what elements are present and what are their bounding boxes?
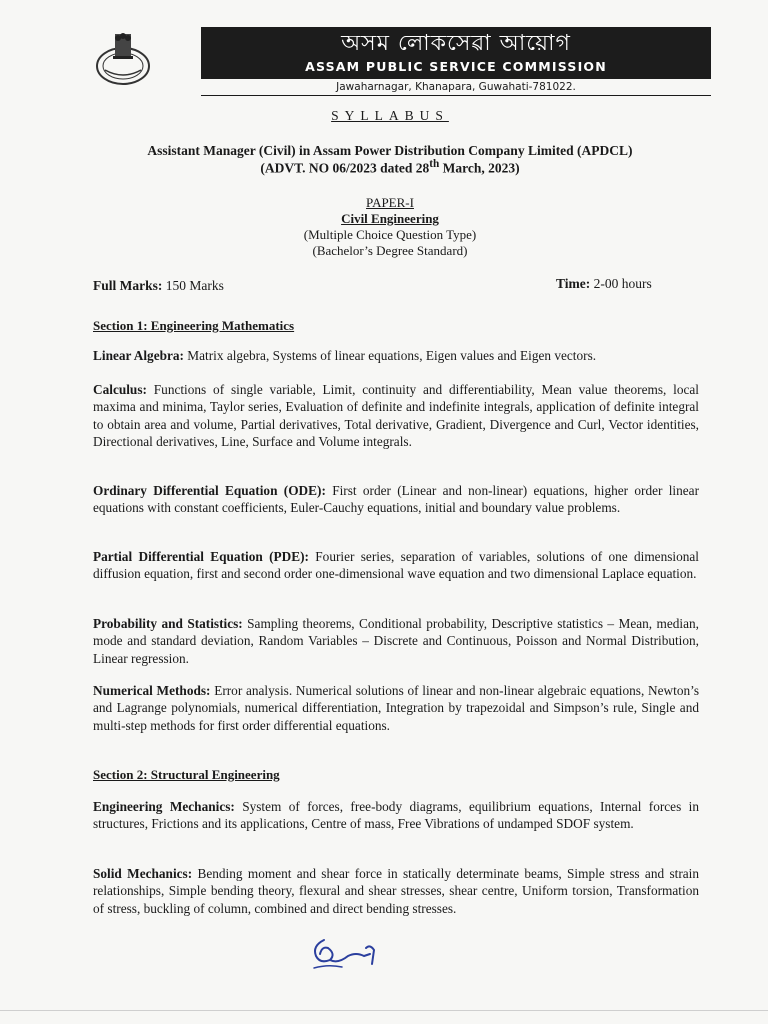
section-heading: Section 1: Engineering Mathematics (93, 318, 295, 333)
letterhead-divider (201, 95, 711, 96)
exam-time: Time: 2-00 hours (556, 276, 652, 291)
commission-name-bengali: অসম লোকসেৱা আয়োগ (341, 31, 571, 56)
emblem-icon (93, 30, 153, 86)
commission-name-english: ASSAM PUBLIC SERVICE COMMISSION (305, 59, 607, 74)
topic-paragraph: Calculus: Functions of single variable, Limit, continuity and differentiability, Mean value theorems, local maxima and minima, Taylor series, Evaluation of definite and indefinite integrals, application of definite integral to obtain area and volume, Partial derivatives, Total derivative, Gradient, Divergence and Curl, Vector identities, Directional derivatives, Line, Surface and Volume integrals. (93, 382, 699, 450)
topic-paragraph: Numerical Methods: Error analysis. Numerical solutions of linear and non-linear algebraic equations, Newton’s and Lagrange polynomials, numerical differentiation, Integration by trapezoidal and Simpson’s rule, Single and multi-step methods for first order differential equations. (93, 683, 699, 733)
letterhead-banner (201, 27, 711, 79)
topic-paragraph: Probability and Statistics: Sampling theorems, Conditional probability, Descriptive statistics – Mean, median, mode and standard deviation, Random Variables – Discrete and Continuous, Poisson and Normal Distribution, Linear regression. (93, 616, 699, 666)
topic-paragraph: Partial Differential Equation (PDE): Fourier series, separation of variables, solutions of one dimensional diffusion equation, first and second order one-dimensional wave equation and two dimensional Laplace equation. (93, 549, 699, 582)
full-marks: Full Marks: 150 Marks (93, 278, 224, 293)
signature-icon (308, 930, 386, 970)
commission-address: Jawaharnagar, Khanapara, Guwahati-781022. (336, 81, 576, 93)
section-heading: Section 2: Structural Engineering (93, 767, 280, 782)
topic-paragraph: Engineering Mechanics: System of forces, free-body diagrams, equilibrium equations, Internal forces in structures, Frictions and its applications, Centre of mass, Free Vibrations of undamped SDOF system. (93, 799, 699, 832)
topic-paragraph: Solid Mechanics: Bending moment and shear force in statically determinate beams, Simple stress and strain relationships, Simple bending theory, flexural and shear stresses, shear centre, Uniform torsion, Transformation of stress, buckling of column, combined and direct bending stresses. (93, 866, 699, 916)
page-bottom-edge (0, 1010, 768, 1011)
document-title: SYLLABUS (331, 108, 449, 123)
advertisement-line: (ADVT. NO 06/2023 dated 28th March, 2023) (260, 158, 520, 176)
paper-number: PAPER-I (366, 195, 414, 210)
topic-paragraph: Linear Algebra: Matrix algebra, Systems of linear equations, Eigen values and Eigen vectors. (93, 348, 597, 363)
topic-paragraph: Ordinary Differential Equation (ODE): First order (Linear and non-linear) equations, higher order linear equations with constant coefficients, Euler-Cauchy equations, initial and boundary value problems. (93, 483, 699, 516)
paper-subject: Civil Engineering (341, 211, 439, 226)
post-name: Assistant Manager (Civil) in Assam Power Distribution Company Limited (APDCL) (147, 143, 633, 158)
question-type: (Multiple Choice Question Type) (303, 227, 477, 242)
degree-standard: (Bachelor’s Degree Standard) (312, 243, 468, 258)
